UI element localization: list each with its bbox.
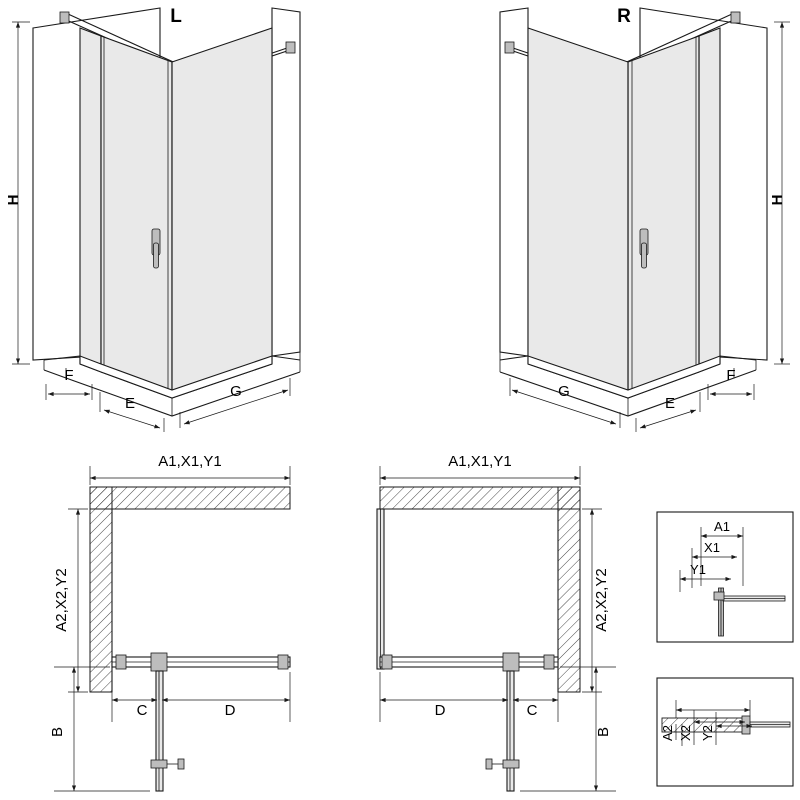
detail-top-label-A1: A1 (714, 519, 730, 534)
detail-bottom (657, 678, 793, 786)
iso-left-variant-label: L (170, 6, 182, 27)
door-handle-left (152, 229, 160, 268)
plan-right-dim-C: C (526, 702, 538, 719)
iso-right-label-F: F (726, 367, 736, 384)
detail-bottom-label-A2: A2 (660, 725, 675, 741)
plan-right-dim-B: B (595, 726, 612, 738)
door-handle-right (640, 229, 648, 268)
iso-right-label-G: G (558, 383, 570, 400)
plan-view-right (377, 453, 616, 791)
plan-left-dim-C: C (136, 702, 148, 719)
plan-left-top-dim: A1,X1,Y1 (158, 453, 222, 470)
detail-bottom-label-X2: X2 (678, 725, 693, 741)
plan-left-dim-B: B (49, 726, 66, 738)
plan-right-dim-D: D (434, 702, 446, 719)
iso-left-label-E: E (124, 395, 136, 412)
iso-left-label-H: H (5, 194, 22, 206)
plan-right-side-dim: A2,X2,Y2 (593, 568, 610, 632)
iso-right-variant-label: R (617, 6, 631, 27)
plan-left-side-dim: A2,X2,Y2 (53, 568, 70, 632)
iso-right-label-E: E (664, 395, 676, 412)
iso-view-left (5, 6, 300, 432)
detail-bottom-label-Y2: Y2 (700, 725, 715, 741)
detail-top-label-Y1: Y1 (690, 562, 706, 577)
plan-right-top-dim: A1,X1,Y1 (448, 453, 512, 470)
plan-left-dim-D: D (224, 702, 236, 719)
iso-left-label-G: G (230, 383, 242, 400)
iso-right-label-H: H (769, 194, 786, 206)
detail-top (657, 512, 793, 642)
iso-left-label-F: F (64, 367, 74, 384)
iso-view-right (500, 6, 790, 432)
detail-top-label-X1: X1 (704, 540, 720, 555)
plan-view-left (49, 453, 290, 791)
